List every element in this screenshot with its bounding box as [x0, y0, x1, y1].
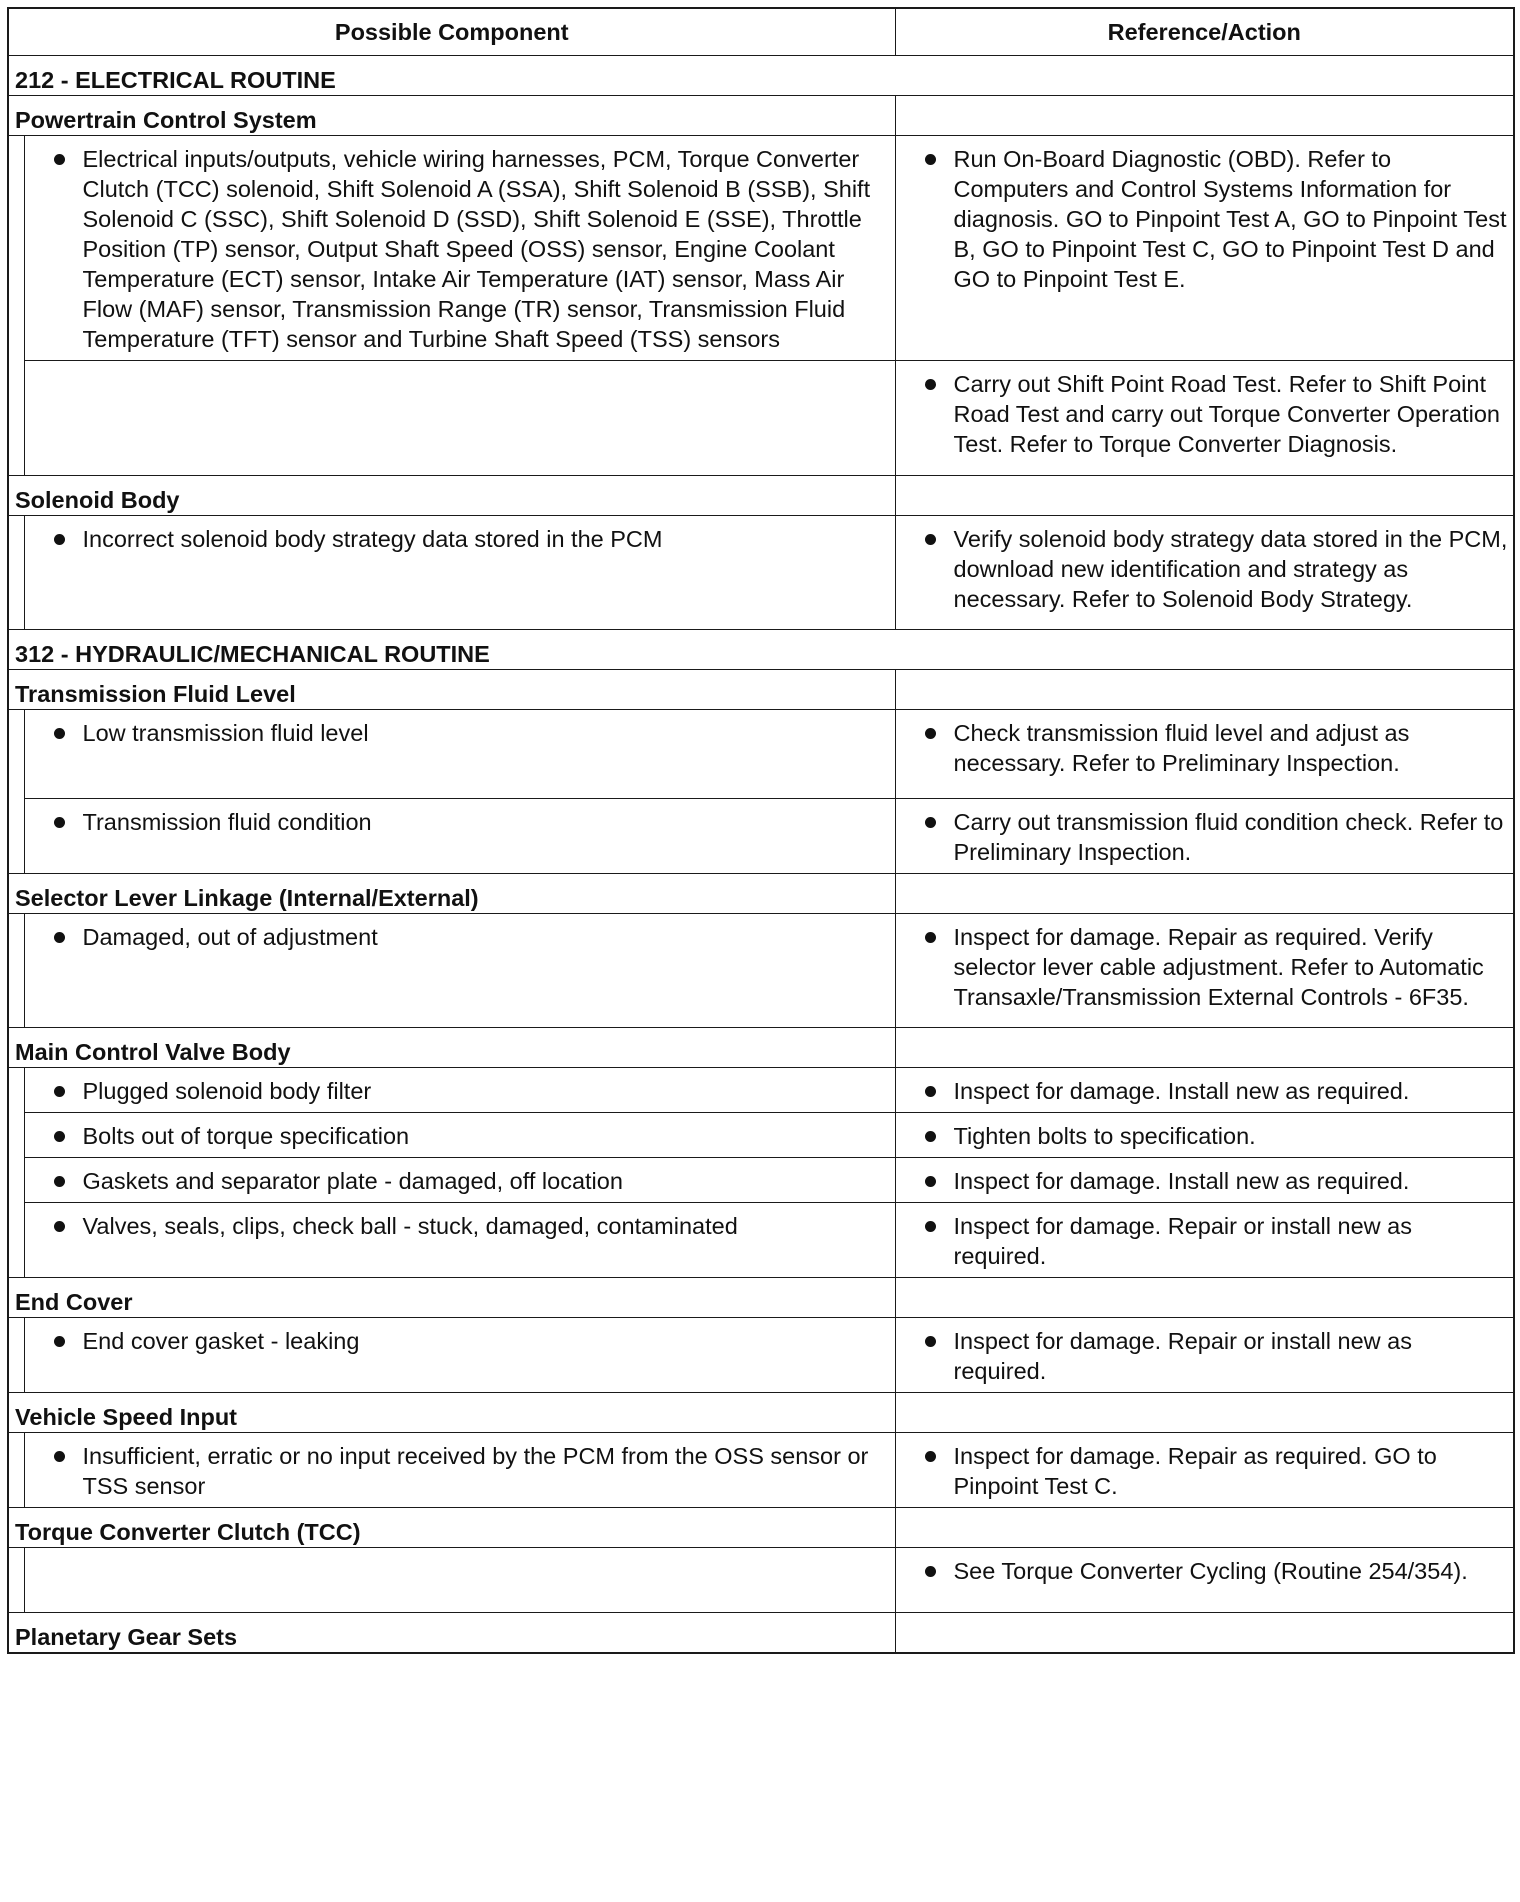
- group-title: Main Control Valve Body: [8, 1028, 895, 1068]
- group-row: [8, 1278, 1514, 1318]
- action-cell: [895, 361, 1514, 476]
- table-row: [8, 914, 1514, 1028]
- table-row: [8, 1158, 1514, 1203]
- action-cell: [895, 1318, 1514, 1393]
- bullet-icon: [54, 1336, 65, 1347]
- group-reference-empty: [895, 96, 1514, 136]
- component-cell: [24, 1433, 895, 1508]
- action-text: Run On-Board Diagnostic (OBD). Refer to Computers and Control Systems Information for diagnosis. GO to Pinpoint Test A, GO to Pinpoint Test B, GO to Pinpoint Test C, GO to Pinpoint Test D and GO to Pinpoint Test E.: [953, 146, 1507, 292]
- bullet-icon: [925, 932, 936, 943]
- indent-spacer: [8, 516, 24, 630]
- indent-spacer: [8, 914, 24, 1028]
- indent-spacer: [8, 136, 24, 361]
- group-reference-empty: [895, 1508, 1514, 1548]
- component-text: Valves, seals, clips, check ball - stuck, damaged, contaminated: [82, 1213, 738, 1239]
- component-bullet-item: [25, 1121, 889, 1151]
- bullet-icon: [925, 728, 936, 739]
- component-cell: [24, 1068, 895, 1113]
- action-text: See Torque Converter Cycling (Routine 254/354).: [953, 1558, 1468, 1584]
- bullet-icon: [54, 1176, 65, 1187]
- indent-spacer: [8, 710, 24, 799]
- component-bullet-item: [25, 718, 889, 748]
- component-bullet-item: [25, 1166, 889, 1196]
- indent-spacer: [8, 1158, 24, 1203]
- indent-spacer: [8, 1068, 24, 1113]
- action-text: Verify solenoid body strategy data stored in the PCM, download new identification and strategy as necessary. Refer to Solenoid Body Strategy.: [953, 526, 1508, 612]
- component-cell: [24, 1318, 895, 1393]
- table-row: [8, 1318, 1514, 1393]
- group-title: End Cover: [8, 1278, 895, 1318]
- group-reference-empty: [895, 1613, 1514, 1654]
- group-title: Planetary Gear Sets: [8, 1613, 895, 1654]
- component-bullet-item: [25, 922, 889, 952]
- action-bullet-item: [896, 1121, 1510, 1151]
- component-cell: [24, 1548, 895, 1613]
- action-text: Carry out transmission fluid condition check. Refer to Preliminary Inspection.: [953, 809, 1504, 865]
- bullet-icon: [925, 1176, 936, 1187]
- table-row: [8, 799, 1514, 874]
- action-bullet-item: [896, 369, 1510, 459]
- action-cell: [895, 136, 1514, 361]
- table-row: [8, 516, 1514, 630]
- action-text: Tighten bolts to specification.: [953, 1123, 1256, 1149]
- component-cell: [24, 914, 895, 1028]
- action-cell: [895, 516, 1514, 630]
- table-row: [8, 1068, 1514, 1113]
- group-title: Powertrain Control System: [8, 96, 895, 136]
- action-cell: [895, 710, 1514, 799]
- indent-spacer: [8, 799, 24, 874]
- group-title: Solenoid Body: [8, 476, 895, 516]
- group-reference-empty: [895, 476, 1514, 516]
- action-text: Inspect for damage. Repair as required. GO to Pinpoint Test C.: [953, 1443, 1437, 1499]
- bullet-icon: [54, 1221, 65, 1232]
- bullet-icon: [54, 154, 65, 165]
- action-text: Inspect for damage. Repair or install new as required.: [953, 1328, 1412, 1384]
- bullet-icon: [925, 1221, 936, 1232]
- group-reference-empty: [895, 670, 1514, 710]
- component-text: End cover gasket - leaking: [82, 1328, 360, 1354]
- action-text: Carry out Shift Point Road Test. Refer to Shift Point Road Test and carry out Torque Converter Operation Test. Refer to Torque Converter Diagnosis.: [953, 371, 1500, 457]
- indent-spacer: [8, 1318, 24, 1393]
- bullet-icon: [54, 534, 65, 545]
- group-reference-empty: [895, 1278, 1514, 1318]
- component-cell: [24, 361, 895, 476]
- action-cell: [895, 1113, 1514, 1158]
- table-row: [8, 1203, 1514, 1278]
- bullet-icon: [54, 817, 65, 828]
- header-row: [8, 8, 1514, 56]
- bullet-icon: [925, 1451, 936, 1462]
- action-cell: [895, 799, 1514, 874]
- component-cell: [24, 1113, 895, 1158]
- action-bullet-item: [896, 1441, 1510, 1501]
- table-row: [8, 1433, 1514, 1508]
- component-bullet-item: [25, 1441, 889, 1501]
- action-bullet-item: [896, 144, 1510, 294]
- bullet-icon: [925, 154, 936, 165]
- action-cell: [895, 1158, 1514, 1203]
- action-bullet-item: [896, 524, 1510, 614]
- action-text: Check transmission fluid level and adjust as necessary. Refer to Preliminary Inspection.: [953, 720, 1410, 776]
- component-cell: [24, 516, 895, 630]
- action-cell: [895, 1068, 1514, 1113]
- group-title: Vehicle Speed Input: [8, 1393, 895, 1433]
- action-cell: [895, 1433, 1514, 1508]
- group-row: [8, 670, 1514, 710]
- action-bullet-item: [896, 1076, 1510, 1106]
- group-row: [8, 1393, 1514, 1433]
- action-bullet-item: [896, 1166, 1510, 1196]
- header-possible-component: Possible Component: [8, 8, 895, 56]
- bullet-icon: [925, 1336, 936, 1347]
- table-row: [8, 1113, 1514, 1158]
- group-title: Torque Converter Clutch (TCC): [8, 1508, 895, 1548]
- indent-spacer: [8, 361, 24, 476]
- component-text: Transmission fluid condition: [82, 809, 372, 835]
- action-bullet-item: [896, 1326, 1510, 1386]
- component-text: Low transmission fluid level: [82, 720, 369, 746]
- action-bullet-item: [896, 1211, 1510, 1271]
- component-bullet-item: [25, 144, 889, 354]
- component-bullet-item: [25, 807, 889, 837]
- component-cell: [24, 710, 895, 799]
- component-cell: [24, 1203, 895, 1278]
- group-reference-empty: [895, 874, 1514, 914]
- component-text: Bolts out of torque specification: [82, 1123, 410, 1149]
- group-row: [8, 476, 1514, 516]
- group-row: [8, 1613, 1514, 1654]
- component-text: Gaskets and separator plate - damaged, off location: [82, 1168, 623, 1194]
- bullet-icon: [925, 534, 936, 545]
- group-reference-empty: [895, 1393, 1514, 1433]
- component-bullet-item: [25, 1326, 889, 1356]
- component-text: Insufficient, erratic or no input received by the PCM from the OSS sensor or TSS sensor: [82, 1443, 869, 1499]
- action-bullet-item: [896, 922, 1510, 1012]
- group-title: Transmission Fluid Level: [8, 670, 895, 710]
- group-reference-empty: [895, 1028, 1514, 1068]
- action-text: Inspect for damage. Repair or install new as required.: [953, 1213, 1412, 1269]
- header-reference-action: Reference/Action: [895, 8, 1514, 56]
- bullet-icon: [925, 1086, 936, 1097]
- bullet-icon: [925, 379, 936, 390]
- action-cell: [895, 914, 1514, 1028]
- group-row: [8, 1028, 1514, 1068]
- group-row: [8, 1508, 1514, 1548]
- table-row: [8, 1548, 1514, 1613]
- indent-spacer: [8, 1203, 24, 1278]
- component-text: Damaged, out of adjustment: [82, 924, 378, 950]
- group-row: [8, 874, 1514, 914]
- action-cell: [895, 1548, 1514, 1613]
- section-row: [8, 56, 1514, 96]
- indent-spacer: [8, 1433, 24, 1508]
- section-title: 312 - HYDRAULIC/MECHANICAL ROUTINE: [8, 630, 1514, 670]
- table-row: [8, 710, 1514, 799]
- chart-body: [8, 56, 1514, 1654]
- group-row: [8, 96, 1514, 136]
- action-cell: [895, 1203, 1514, 1278]
- component-text: Plugged solenoid body filter: [82, 1078, 372, 1104]
- group-title: Selector Lever Linkage (Internal/External): [8, 874, 895, 914]
- bullet-icon: [54, 1451, 65, 1462]
- component-text: Incorrect solenoid body strategy data stored in the PCM: [82, 526, 663, 552]
- action-text: Inspect for damage. Repair as required. Verify selector lever cable adjustment. Refer to Automatic Transaxle/Transmission External Controls - 6F35.: [953, 924, 1484, 1010]
- diagnosis-sheet: [7, 7, 1513, 1895]
- component-cell: [24, 1158, 895, 1203]
- action-text: Inspect for damage. Install new as required.: [953, 1168, 1410, 1194]
- section-title: 212 - ELECTRICAL ROUTINE: [8, 56, 1514, 96]
- bullet-icon: [925, 817, 936, 828]
- action-bullet-item: [896, 1556, 1510, 1586]
- section-row: [8, 630, 1514, 670]
- bullet-icon: [54, 1086, 65, 1097]
- component-bullet-item: [25, 1211, 889, 1241]
- component-cell: [24, 136, 895, 361]
- indent-spacer: [8, 1113, 24, 1158]
- bullet-icon: [54, 932, 65, 943]
- component-bullet-item: [25, 524, 889, 554]
- table-row: [8, 136, 1514, 361]
- bullet-icon: [925, 1566, 936, 1577]
- component-bullet-item: [25, 1076, 889, 1106]
- component-text: Electrical inputs/outputs, vehicle wiring harnesses, PCM, Torque Converter Clutch (TCC) solenoid, Shift Solenoid A (SSA), Shift Solenoid B (SSB), Shift Solenoid C (SSC), Shift Solenoid D (SSD), Shift Solenoid E (SSE), Throttle Position (TP) sensor, Output Shaft Speed (OSS) sensor, Engine Coolant Temperature (ECT) sensor, Intake Air Temperature (IAT) sensor, Mass Air Flow (MAF) sensor, Transmission Range (TR) sensor, Transmission Fluid Temperature (TFT) sensor and Turbine Shaft Speed (TSS) sensors: [82, 146, 871, 352]
- bullet-icon: [54, 1131, 65, 1142]
- table-row: [8, 361, 1514, 476]
- symptom-chart-table: [7, 7, 1515, 1654]
- action-bullet-item: [896, 718, 1510, 778]
- component-cell: [24, 799, 895, 874]
- bullet-icon: [925, 1131, 936, 1142]
- bullet-icon: [54, 728, 65, 739]
- action-bullet-item: [896, 807, 1510, 867]
- indent-spacer: [8, 1548, 24, 1613]
- action-text: Inspect for damage. Install new as required.: [953, 1078, 1410, 1104]
